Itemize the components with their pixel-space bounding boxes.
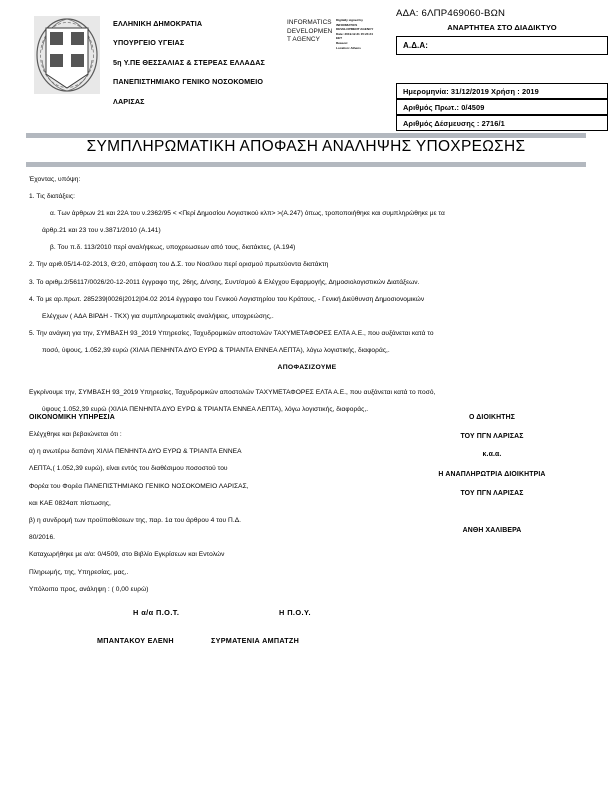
body-item-5: 5. Την ανάγκη για την, ΣΥΜΒΑΣΗ 93_2019 Υπηρεσίες, Ταχυδρομικών αποστολών ΤΑΧΥΜΕΤΑΦΟΡΕΣ ΕΛΤΑ Α.Ε., που αυξάνεται κατά το [29,329,434,337]
administrator-title-line-2: ΤΟΥ ΠΓΝ ΛΑΡΙΣΑΣ [460,432,524,440]
financial-line-2: α) η ανωτέρω δαπάνη ΧΙΛΙΑ ΠΕΝΗΝΤΑ ΔΥΟ ΕΥΡΩ & ΤΡΙΑΝΤΑ ΕΝΝΕΑ [29,448,242,456]
signature-line-3: DEVELOPMENT AGENCY [336,27,374,32]
signature-line-1: Digitally signed by [336,18,363,22]
ada-field-box: Α.Δ.Α: [396,36,608,55]
date-field-box: Ημερομηνία: 31/12/2019 Χρήση : 2019 [396,83,608,99]
decision-text-line-2: ύψους 1.052,39 ευρώ (ΧΙΛΙΑ ΠΕΝΗΝΤΑ ΔΥΟ ΕΥΡΩ & ΤΡΙΑΝΤΑ ΕΝΝΕΑ ΛΕΠΤΑ), λόγω λογιστικής, διαφοράς,. [42,406,369,414]
signature-name-pot: ΜΠΑΝΤΑΚΟΥ ΕΛΕΝΗ [97,636,174,645]
org-line-2: ΥΠΟΥΡΓΕΙΟ ΥΓΕΙΑΣ [113,38,185,48]
body-item-1b: β. Του π.δ. 113/2010 περί αναλήψεως, υποχρεωσεων από τους, διατάκτες, (Α.194) [50,244,296,252]
financial-line-5: και ΚΑΕ 0824απ πίστωσης, [29,499,111,507]
document-body [29,176,585,423]
ida-logo-line-3: T AGENCY [287,36,320,44]
body-item-1: 1. Τις διατάξεις: [29,193,75,201]
title-divider-bottom [26,162,586,167]
administrator-name: ΑΝΘΗ ΧΑΛΙΒΕΡΑ [462,526,522,534]
org-line-5: ΛΑΡΙΣΑΣ [113,96,145,106]
administrator-title-line-1: Ο ΔΙΟΙΚΗΤΗΣ [468,414,516,421]
administrator-column [397,414,587,534]
decision-text-line-1: Εγκρίνουμε την, ΣΥΜΒΑΣΗ 93_2019 Υπηρεσίες, Ταχυδρομικών αποστολών ΤΑΧΥΜΕΤΑΦΟΡΕΣ ΕΛΤΑ Α.Ε., που αυξάνεται κατά το ποσό, [29,389,436,397]
digital-signature-stamp [336,18,396,58]
financial-line-8: Καταχωρήθηκε με α/α: 0/4509, στο Βιβλίο Εγκρίσεων και Εντολών [29,551,225,559]
signature-columns [29,414,587,624]
document-header [0,0,612,128]
financial-line-6: β) η συνδρομή των προϋποθέσεων της, παρ. 1α του άρθρου 4 του Π.Δ. [29,516,242,524]
financial-line-1: Ελέγχθηκε και βεβαιώνεται ότι : [29,431,122,438]
body-item-1a: α. Των άρθρων 21 και 22Α του ν.2362/95 < <Περί Δημοσίου Λογιστικού κλπ> >(Α.247) όπως, τροποποιήθηκε και συμπληρώθηκε με τα [50,210,445,218]
body-item-4: 4. Το με αρ.πρωτ. 285239|0026|2012|04.02 2014 έγγραφο του Γενικού Λογιστηρίου του Κράτους, - Γενική Διεύθυνση Δημοσιονομικών [29,295,425,303]
signature-name-pou: ΣΥΡΜΑΤΕΝΙΑ ΑΜΠΑΤΖΗ [211,636,300,645]
signature-title-pot: Η α/α Π.Ο.Τ. [133,608,180,617]
org-line-3: 5η Υ.ΠΕ ΘΕΣΣΑΛΙΑΣ & ΣΤΕΡΕΑΣ ΕΛΛΑΔΑΣ [113,57,265,67]
deputy-administrator-org: ΤΟΥ ΠΓΝ ΛΑΡΙΣΑΣ [460,489,524,497]
signature-titles-row [29,608,389,622]
body-item-2: 2. Την αριθ.05/14-02-2013, Θ:20, απόφαση του Δ.Σ. του Νοσ/λου περί ορισμού πρωτεύοντα διατάκτη [29,261,329,269]
ida-logo-line-2: DEVELOPMEN [287,27,333,35]
administrator-kaa-label: κ.α.α. [482,451,502,458]
ada-code-label: ΑΔΑ: 6ΛΠΡ469060-ΒΩΝ [396,8,506,19]
ida-logo-line-1: INFORMATICS [287,19,332,26]
protocol-number-box: Αριθμός Πρωτ.: 0/4509 [396,99,608,115]
anartitea-label: ΑΝΑΡΤΗΤΕΑ ΣΤΟ ΔΙΑΔΙΚΤΥΟ [447,23,557,32]
greek-coat-of-arms-emblem [34,16,100,94]
org-line-4: ΠΑΝΕΠΙΣΤΗΜΙΑΚΟ ΓΕΝΙΚΟ ΝΟΣΟΚΟΜΕΙΟ [113,77,264,87]
org-line-1: ΕΛΛΗΝΙΚΗ ΔΗΜΟΚΡΑΤΙΑ [113,19,203,28]
financial-line-7: 80/2016. [29,534,56,542]
body-item-5-cont: ποσό, ύψους, 1.052,39 ευρώ (ΧΙΛΙΑ ΠΕΝΗΝΤΑ ΔΥΟ ΕΥΡΩ & ΤΡΙΑΝΤΑ ΕΝΝΕΑ ΛΕΠΤΑ), λόγω λογιστικής, διαφοράς,. [42,346,390,354]
document-title: ΣΥΜΠΛΗΡΩΜΑΤΙΚΗ ΑΠΟΦΑΣΗ ΑΝΑΛΗΨΗΣ ΥΠΟΧΡΕΩΣΗΣ [86,138,526,155]
body-item-4-cont: Ελέγχων ( ΑΔΑ ΒΙΡΔΗ - ΤΚΧ) για συμπληρωματικές αναλήψεις, υποχρεώσης,. [42,312,274,320]
financial-line-3: ΛΕΠΤΑ,( 1.052,39 ευρώ), είναι εντός του διαθέσιμου ποσοστού του [29,465,228,473]
deputy-administrator-title: Η ΑΝΑΠΛΗΡΩΤΡΙΑ ΔΙΟΙΚΗΤΡΙΑ [438,471,546,478]
decision-heading: ΑΠΟΦΑΣΙΖΟΥΜΕ [277,364,337,372]
organization-names [113,19,293,116]
financial-line-4: Φορέα του Φορέα ΠΑΝΕΠΙΣΤΗΜΙΑΚΟ ΓΕΝΙΚΟ ΝΟΣΟΚΟΜΕΙΟ ΛΑΡΙΣΑΣ, [29,482,249,490]
informatics-development-agency-logo [287,19,335,45]
signature-line-4: Date: 2019.12.31 15:24:24 [336,31,373,36]
signature-line-5: EET [336,36,342,41]
body-intro: Έχοντας, υπόψη: [29,176,81,183]
financial-line-9: Πληρωμής, της, Υπηρεσίας, μας,. [29,568,129,576]
signature-names-row [29,636,429,650]
signature-line-7: Location: Athens [336,45,361,50]
body-item-1a-cont: άρθρ.21 και 23 του ν.3871/2010 (Α.141) [42,227,161,235]
commitment-number-box: Αριθμός Δέσμευσης : 2716/1 [396,115,608,131]
body-item-3: 3. Το αριθμ.2/56117/0026/20-12-2011 έγγραφο της, 26ης, Δ/νσης, Συντ/σμού & Ελέγχου Εφαρμογής, Δημοσιολογιστικών Διατάξεων. [29,278,420,286]
financial-service-column [29,414,341,603]
signature-title-pou: Η Π.Ο.Υ. [279,608,311,617]
signature-line-6: Reason: [336,40,349,45]
signature-line-2: INFORMATICS [336,22,358,27]
financial-line-10: Υπόλοιπο προς, ανάληψη : ( 0,00 ευρώ) [29,585,149,593]
financial-service-heading: ΟΙΚΟΝΟΜΙΚΗ ΥΠΗΡΕΣΙΑ [29,414,115,421]
